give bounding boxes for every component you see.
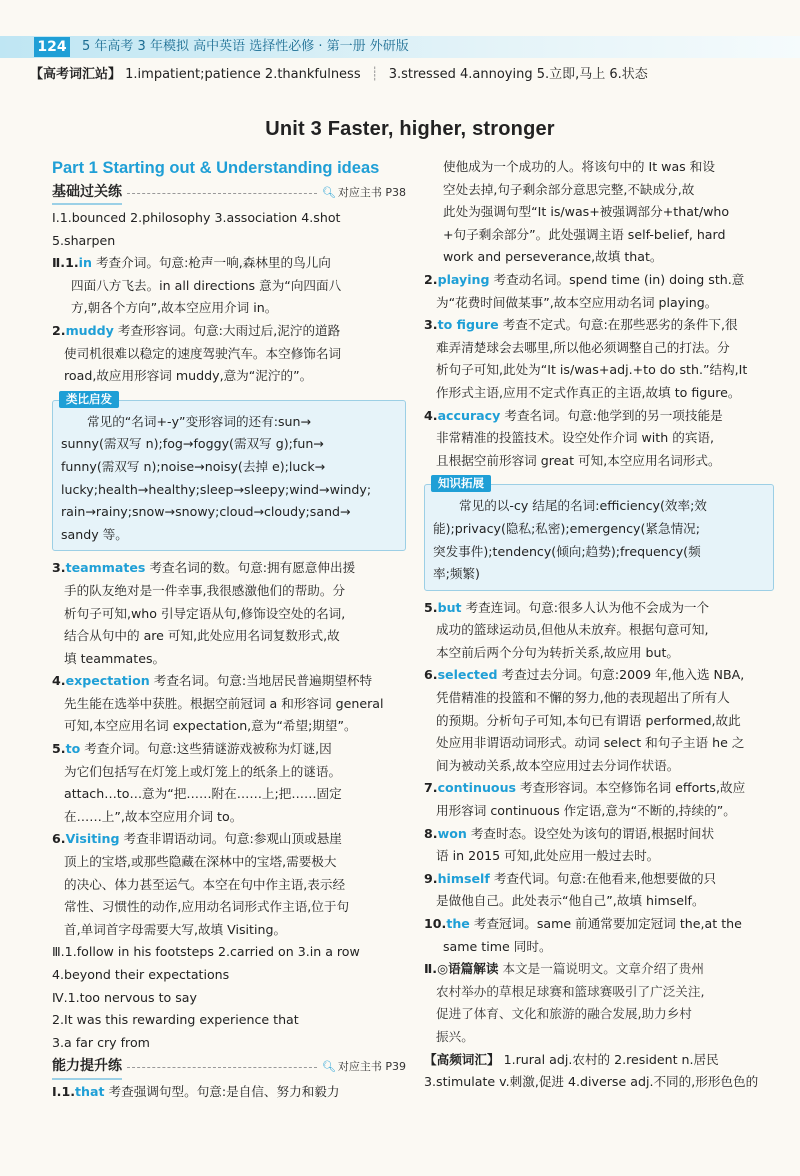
answer-text: 首,单词首字母需要大写,故填 Visiting。 <box>64 921 287 937</box>
answer-item: 10.the 考查冠词。same 前通常要加定冠词 the,at the <box>424 916 742 931</box>
answer-text: 非常精准的投篮技术。设空处作介词 with 的宾语, <box>436 430 715 446</box>
tip-text: 常见的以-cy 结尾的名词:efficiency(效率;效 <box>459 498 707 514</box>
tip-text: funny(需双写 n);noise→noisy(去掉 e);luck→ <box>61 458 326 474</box>
answer-item: 6.Visiting 考查非谓语动词。句意:参观山顶或悬崖 <box>52 831 342 847</box>
answer-item: 5.to 考查介词。句意:这些猜谜游戏被称为灯谜,因 <box>52 741 332 757</box>
tip-text: 常见的“名词+-y”变形容词的还有:sun→ <box>87 413 312 429</box>
answer-text: 空处去掉,句子剩余部分意思完整,不缺成分,故 <box>443 181 695 197</box>
page-header <box>0 0 800 58</box>
answer-text: 作形式主语,应用不定式作真正的主语,故填 to figure。 <box>436 384 741 400</box>
tip-text: rain→rainy;snow→snowy;cloud→cloudy;sand→ <box>61 504 351 520</box>
vocab-separator: ┊ <box>370 67 379 82</box>
summary-text: 振兴。 <box>436 1028 474 1044</box>
answer-item: Ⅱ.1.in 考查介词。句意:枪声一响,森林里的鸟儿向 <box>52 255 331 271</box>
tip-text: sandy 等。 <box>61 526 128 542</box>
answer-line: Ⅰ.1.bounced 2.philosophy 3.association 4.shot <box>52 210 341 225</box>
answer-text: attach…to…意为“把……附在……上;把……固定 <box>64 786 342 802</box>
answer-item: 9.himself 考查代词。句意:在他看来,他想要做的只 <box>424 870 717 886</box>
frequent-vocab-line: 3.stimulate v.刺激,促进 4.diverse adj.不同的,形形色色的 <box>424 1074 759 1090</box>
answer-line: Ⅲ.1.follow in his footsteps 2.carried on 3.in a row <box>52 944 360 960</box>
tip-text: 突发事件);tendency(倾向;趋势);frequency(频 <box>433 543 701 559</box>
answer-item: 6.selected 考查过去分词。句意:2009 年,他入选 NBA, <box>424 667 745 683</box>
answer-item: 8.won 考查时态。设空处为该句的谓语,根据时间状 <box>424 825 715 841</box>
answer-text: 用形容词 continuous 作定语,意为“不断的,持续的”。 <box>436 803 736 819</box>
unit-title: Unit 3 Faster, higher, stronger <box>265 118 555 140</box>
answer-text: 析句子可知,who 引导定语从句,修饰设空处的名词, <box>64 605 346 621</box>
search-icon: 🔍︎ <box>321 1060 336 1074</box>
answer-text: 顶上的宝塔,或那些隐藏在深林中的宝塔,需要极大 <box>64 854 337 870</box>
answer-line: 2.It was this rewarding experience that <box>52 1012 299 1028</box>
answer-text: 常性、习惯性的动作,应用动名词形式作主语,位于句 <box>64 899 350 915</box>
answer-text: 手的队友绝对是一件幸事,我很感激他们的帮助。分 <box>64 582 346 598</box>
tip-box-analogy <box>52 391 406 552</box>
tip-text: 率;频繁) <box>433 566 480 582</box>
answer-text: 先生能在选举中获胜。根据空前冠词 a 和形容词 general <box>64 695 384 711</box>
vocab-answers-1: 1.impatient;patience 2.thankfulness <box>125 67 361 82</box>
part-title: Part 1 Starting out & Understanding ideas <box>52 159 380 177</box>
search-icon: 🔍︎ <box>321 185 336 199</box>
answer-text: same time 同时。 <box>443 938 552 954</box>
answer-text: 处应用非谓语动词形式。动词 select 和句子主语 he 之 <box>436 735 745 751</box>
answer-text: 四面八方飞去。in all directions 意为“向四面八 <box>71 277 342 293</box>
frequent-vocab: 【高频词汇】 1.rural adj.农村的 2.resident n.居民 <box>424 1051 719 1067</box>
tip-box-label: 类比启发 <box>59 391 119 408</box>
vocab-station <box>30 66 770 84</box>
answer-text: 在……上”,故本空应用介词 to。 <box>64 808 243 824</box>
answer-text: 使司机很难以稳定的速度驾驶汽车。本空修饰名词 <box>64 345 342 361</box>
answer-text: 结合从句中的 are 可知,此处应用名词复数形式,故 <box>64 628 340 644</box>
answer-text: 是做他自己。此处表示“他自己”,故填 himself。 <box>436 893 705 909</box>
answer-line: 5.sharpen <box>52 232 116 248</box>
answer-item: 4.expectation 考查名词。句意:当地居民普遍期望杯特 <box>52 673 373 689</box>
answer-item: 5.but 考查连词。句意:很多人认为他不会成为一个 <box>424 599 710 615</box>
answer-text: 本空前后两个分句为转折关系,故应用 but。 <box>436 644 680 660</box>
book-title: 5 年高考 3 年模拟 高中英语 选择性必修 · 第一册 外研版 <box>82 39 409 54</box>
answer-text: 使他成为一个成功的人。将该句中的 It was 和设 <box>443 159 715 174</box>
answer-item: 3.to figure 考查不定式。句意:在那些恶劣的条件下,很 <box>424 317 738 333</box>
answer-item: 3.teammates 考查名词的数。句意:拥有愿意伸出援 <box>52 560 356 576</box>
tip-box-label: 知识拓展 <box>431 475 491 492</box>
answer-text: 凭借精准的投篮和不懈的努力,他的表现超出了所有人 <box>436 690 730 706</box>
answer-item: 7.continuous 考查形容词。本空修饰名词 efforts,故应 <box>424 780 746 796</box>
answer-text: 为它们包括写在灯笼上或灯笼上的纸条上的谜语。 <box>64 763 342 779</box>
answer-text: road,故应用形容词 muddy,意为“泥泞的”。 <box>64 368 313 384</box>
answer-line: Ⅳ.1.too nervous to say <box>52 989 197 1005</box>
tip-text: sunny(需双写 n);fog→foggy(需双写 g);fun→ <box>61 436 324 452</box>
answer-text: work and perseverance,故填 that。 <box>443 249 663 265</box>
section-basic <box>52 181 406 205</box>
right-column <box>424 156 774 1094</box>
vocab-answers-2: 3.stressed 4.annoying 5.立即,马上 6.状态 <box>388 67 648 82</box>
answer-text: 难弄清楚球会去哪里,所以他必须调整自己的打法。分 <box>436 339 730 355</box>
answer-text: 为“花费时间做某事”,故本空应用动名词 playing。 <box>436 294 718 310</box>
answer-text: 语 in 2015 可知,此处应用一般过去时。 <box>436 848 660 864</box>
answer-text: 且根据空前形容词 great 可知,本空应用名词形式。 <box>436 452 721 468</box>
vocab-tag: 【高考词汇站】 <box>30 67 122 82</box>
answer-text: +句子剩余部分”。此处强调主语 self-belief, hard <box>443 226 726 242</box>
answer-text: 的预期。分析句子可知,本句已有谓语 performed,故此 <box>436 712 741 728</box>
passage-summary: Ⅱ.◎语篇解读 本文是一篇说明文。文章介绍了贵州 <box>424 961 704 977</box>
answer-text: 成功的篮球运动员,但他从未放弃。根据句意可知, <box>436 622 709 638</box>
page-number: 124 <box>34 37 70 57</box>
answer-text: 此处为强调句型“It is/was+被强调部分+that/who <box>443 204 730 220</box>
answer-text: 的决心、体力甚至运气。本空在句中作主语,表示经 <box>64 876 346 892</box>
answer-line: 4.beyond their expectations <box>52 967 230 982</box>
answer-text: 填 teammates。 <box>64 650 166 666</box>
tip-text: lucky;health→healthy;sleep→sleepy;wind→windy; <box>61 481 372 497</box>
section-advanced <box>52 1055 406 1079</box>
answer-line: 3.a far cry from <box>52 1034 150 1050</box>
answer-text: 方,朝各个方向”,故本空应用介词 in。 <box>71 300 278 316</box>
answer-item: 4.accuracy 考查名词。句意:他学到的另一项技能是 <box>424 407 723 423</box>
summary-text: 农村举办的草根足球赛和篮球赛吸引了广泛关注, <box>436 983 705 999</box>
answer-item: Ⅰ.1.that 考查强调句型。句意:是自信、努力和毅力 <box>52 1084 340 1100</box>
answer-item: 2.muddy 考查形容词。句意:大雨过后,泥泞的道路 <box>52 322 341 338</box>
book-reference: 🔍︎ 对应主书 P39 <box>321 1060 406 1074</box>
book-reference: 🔍︎ 对应主书 P38 <box>321 185 406 199</box>
section-title: 基础过关练 <box>52 181 122 206</box>
answer-item: 2.playing 考查动名词。spend time (in) doing sth.意 <box>424 271 745 287</box>
tip-box-knowledge <box>424 476 774 590</box>
summary-text: 促进了体育、文化和旅游的融合发展,助力乡村 <box>436 1006 692 1022</box>
left-column <box>52 156 406 1104</box>
answer-text: 可知,本空应用名词 expectation,意为“希望;期望”。 <box>64 718 357 734</box>
tip-text: 能);privacy(隐私;私密);emergency(紧急情况; <box>433 520 701 536</box>
answer-text: 间为被动关系,故本空应用过去分词作状语。 <box>436 757 680 773</box>
section-title: 能力提升练 <box>52 1055 122 1080</box>
answer-text: 析句子可知,此处为“It is/was+adj.+to do sth.”结构,It <box>436 362 748 378</box>
